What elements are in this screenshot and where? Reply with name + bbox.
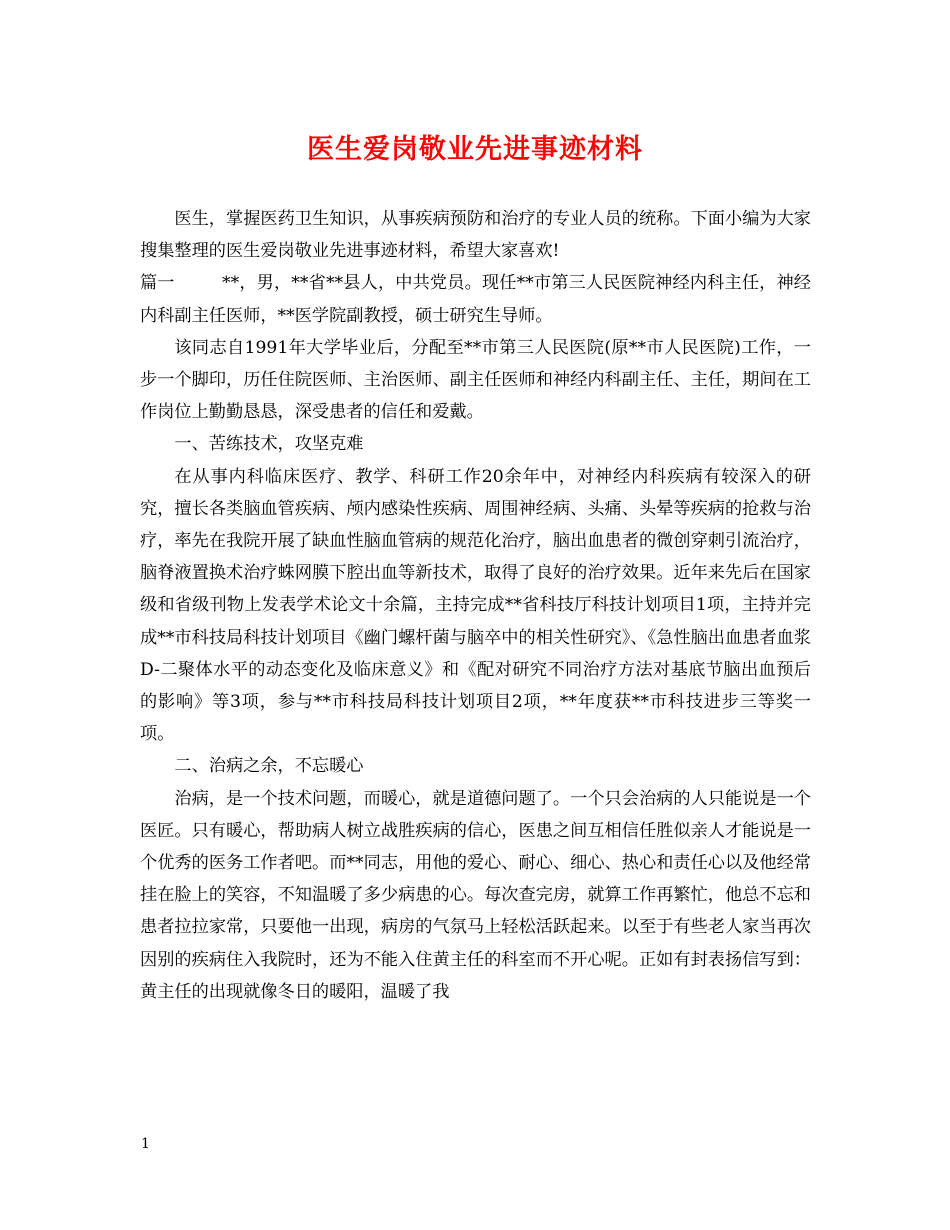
document-title: 医生爱岗敬业先进事迹材料 <box>307 134 643 165</box>
section-heading-2: 二、治病之余，不忘暖心 <box>174 756 364 777</box>
intro-paragraph: 医生，掌握医药卫生知识，从事疾病预防和治疗的专业人员的统称。下面小编为大家搜集整理的医生爱岗敬业先进事迹材料，希望大家喜欢! <box>140 209 811 262</box>
chapter-text: **，男，**省**县人，中共党员。现任**市第三人民医院神经内科主任，神经内科副主任医师，**医学院副教授，硕士研究生导师。 <box>140 273 811 326</box>
chapter-paragraph <box>140 267 811 331</box>
chapter-label: 篇一 <box>140 273 175 294</box>
section-heading-1: 一、苦练技术，攻坚克难 <box>174 434 364 455</box>
page-number: 1 <box>141 1136 150 1152</box>
body-paragraph-1: 该同志自1991年大学毕业后，分配至**市第三人民医院(原**市人民医院)工作，一步一个脚印，历任住院医师、主治医师、副主任医师和神经内科副主任、主任，期间在工作岗位上勤勤恳恳，深受患者的信任和爱戴。 <box>140 337 811 423</box>
document-body <box>140 203 811 1008</box>
body-paragraph-2: 在从事内科临床医疗、教学、科研工作20余年中，对神经内科疾病有较深入的研究，擅长各类脑血管疾病、颅内感染性疾病、周围神经病、头痛、头晕等疾病的抢救与治疗，率先在我院开展了缺血性脑血管病的规范化治疗，脑出血患者的微创穿刺引流治疗，脑脊液置换术治疗蛛网膜下腔出血等新技术，取得了良好的治疗效果。近年来先后在国家级和省级刊物上发表学术论文十余篇，主持完成**省科技厅科技计划项目1项，主持并完成**市科技局科技计划项目《幽门螺杆菌与脑卒中的相关性研究》、《急性脑出血患者血浆D-二聚体水平的动态变化及临床意义》和《配对研究不同治疗方法对基底节脑出血预后的影响》等3项，参与**市科技局科技计划项目2项，**年度获**市科技进步三等奖一项。 <box>140 466 811 745</box>
body-paragraph-3: 治病，是一个技术问题，而暖心，就是道德问题了。一个只会治病的人只能说是一个医匠。只有暖心，帮助病人树立战胜疾病的信心，医患之间互相信任胜似亲人才能说是一个优秀的医务工作者吧。而**同志，用他的爱心、耐心、细心、热心和责任心以及他经常挂在脸上的笑容，不知温暖了多少病患的心。每次查完房，就算工作再繁忙，他总不忘和患者拉拉家常，只要他一出现，病房的气氛马上轻松活跃起来。以至于有些老人家当再次因别的疾病住入我院时，还为不能入住黄主任的科室而不开心呢。正如有封表扬信写到：黄主任的出现就像冬日的暖阳，温暖了我 <box>140 788 811 1002</box>
